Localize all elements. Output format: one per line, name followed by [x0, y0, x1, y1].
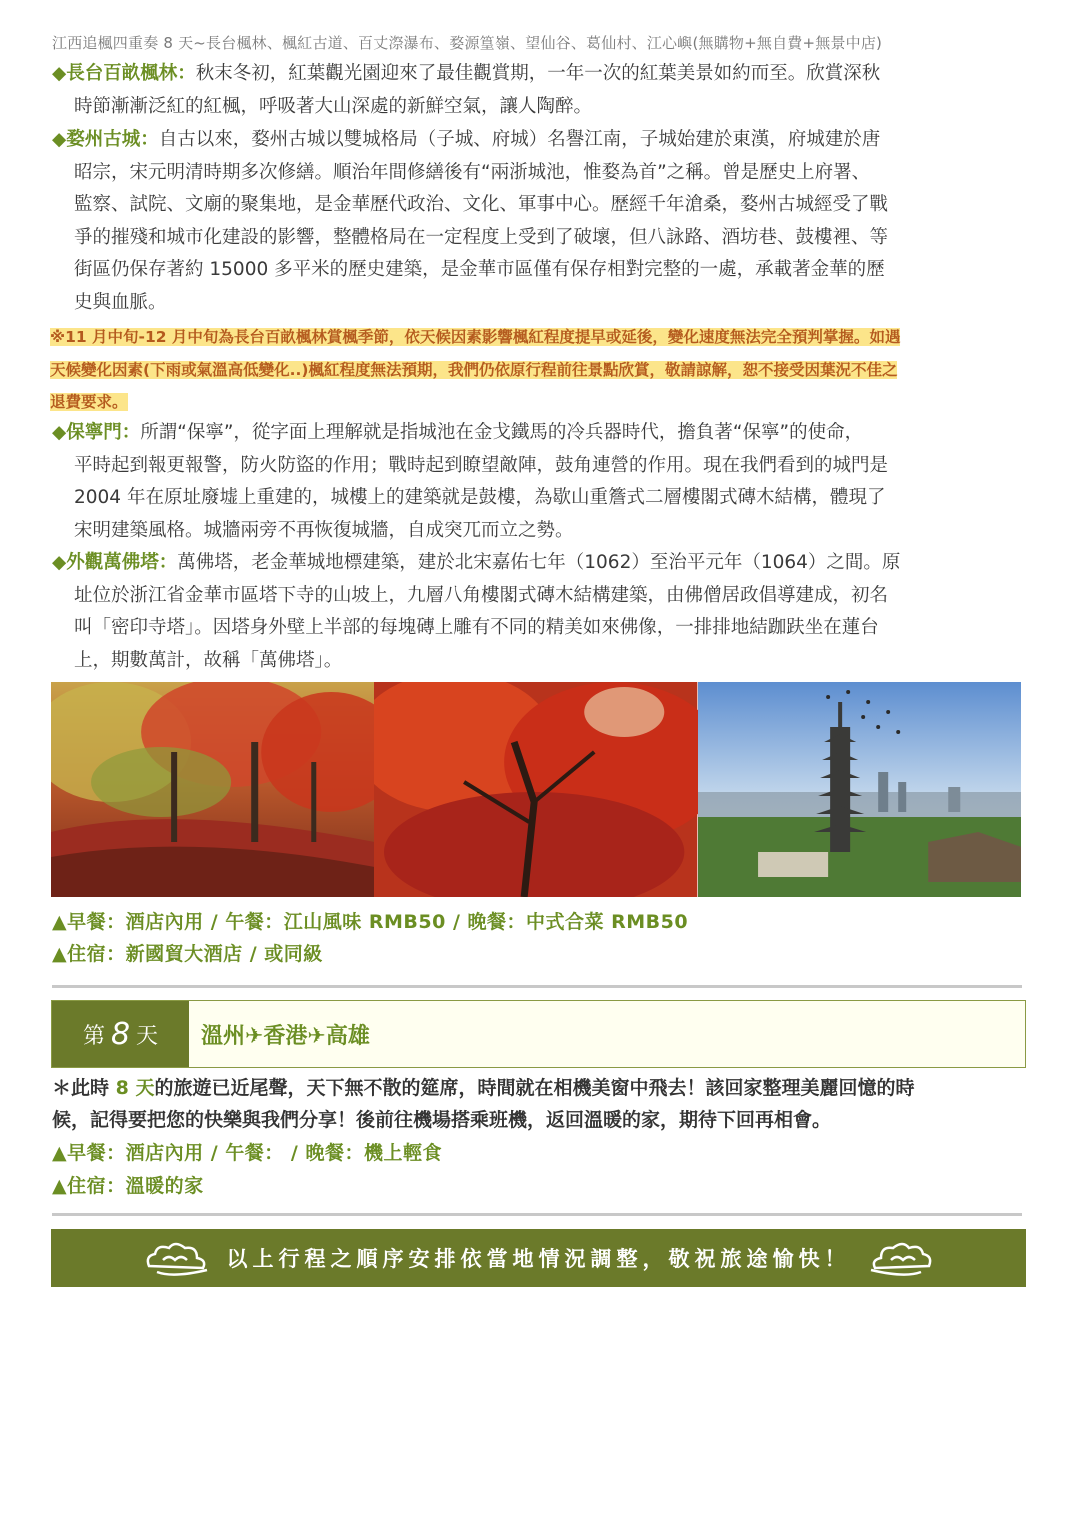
day8-text: 候，記得要把您的快樂與我們分享！後前往機場搭乘班機，返回溫暖的家，期待下回再相會。	[52, 1109, 832, 1131]
notice-line: ※11 月中旬-12 月中旬為長台百畝楓林賞楓季節，依天候因素影響楓紅程度提早或延後，變化速度無法完全預判掌握。如遇	[50, 328, 901, 346]
day8-route: 溫州✈香港✈高雄	[189, 1001, 1025, 1067]
photo-strip	[51, 682, 1021, 897]
day8-hotel: ▲住宿：溫暖的家	[52, 1175, 204, 1197]
footer-banner	[51, 1229, 1026, 1287]
section-text: 萬佛塔，老金華城地標建築，建於北宋嘉佑七年（1062）至治平元年（1064）之間。原	[177, 552, 901, 573]
divider	[52, 1213, 1022, 1216]
day7-meals: ▲早餐：酒店內用 / 午餐：江山風味 RMB50 / 晚餐：中式合菜 RMB50	[52, 911, 689, 933]
section-line: 宋明建築風格。城牆兩旁不再恢復城牆，自成突兀而立之勢。	[74, 519, 574, 541]
document-header: 江西追楓四重奏 8 天~長台楓林、楓紅古道、百丈漈瀑布、婺源篁嶺、望仙谷、葛仙村、江心嶼(無購物+無自費+無景中店)	[52, 34, 883, 52]
section-label: 長台百畝楓林：	[66, 63, 196, 84]
section-label: 保寧門：	[66, 422, 141, 443]
cloud-ornament-icon	[143, 1238, 213, 1278]
notice-line: 天候變化因素(下雨或氣溫高低變化..)楓紅程度無法預期，我們仍依原行程前往景點欣賞，敬請諒解，恕不接受因葉況不佳之	[50, 360, 898, 379]
bullet-icon: ◆	[52, 422, 67, 443]
wanfo-pagoda-photo	[698, 682, 1021, 897]
section-line: 上，期數萬計，故稱「萬佛塔」。	[74, 649, 343, 671]
day8-text: 的旅遊已近尾聲，天下無不散的筵席，時間就在相機美窗中飛去！該回家整理美麗回憶的時	[154, 1077, 915, 1099]
section-line: 監察、試院、文廟的聚集地，是金華歷代政治、文化、軍事中心。歷經千年滄桑，婺州古城經受了戰	[74, 194, 889, 215]
section-text: 所謂“保寧”，從字面上理解就是指城池在金戈鐵馬的冷兵器時代，擔負著“保寧”的使命，	[140, 422, 864, 443]
day7-hotel: ▲住宿：新國貿大酒店 / 或同級	[52, 943, 323, 965]
day-suffix: 天	[136, 1023, 159, 1049]
day8-description	[52, 1072, 1027, 1136]
day8-meals: ▲早餐：酒店內用 / 午餐： / 晚餐：機上輕食	[52, 1142, 442, 1164]
day8-days: 8 天	[115, 1077, 155, 1099]
section-wuzhou-ancient-city	[52, 124, 1027, 319]
section-line: 時節漸漸泛紅的紅楓，呼吸著大山深處的新鮮空氣，讓人陶醉。	[74, 95, 593, 117]
section-line: 史與血脈。	[74, 291, 167, 313]
section-baoning-gate	[52, 417, 1027, 547]
section-line: 平時起到報更報警，防火防盜的作用；戰時起到瞭望敵陣，鼓角連營的作用。現在我們看到的城門是	[74, 454, 889, 476]
maple-path-photo	[51, 682, 374, 897]
section-line: 叫「密印寺塔」。因塔身外壁上半部的每塊磚上雕有不同的精美如來佛像，一排排地結跏趺坐在蓮台	[74, 617, 879, 638]
bullet-icon: ◆	[52, 552, 67, 573]
section-maple-forest	[52, 58, 1027, 123]
red-maple-photo	[374, 682, 697, 897]
section-line: 爭的摧殘和城市化建設的影響，整體格局在一定程度上受到了破壞，但八詠路、酒坊巷、鼓樓裡、等	[74, 226, 889, 248]
day8-bar	[51, 1000, 1026, 1068]
footer-text: 以上行程之順序安排依當地情況調整，敬祝旅途愉快！	[226, 1247, 851, 1271]
section-wanfo-pagoda	[52, 547, 1027, 677]
day8-text: ＊此時	[52, 1077, 116, 1099]
divider	[52, 985, 1022, 988]
section-line: 址位於浙江省金華市區塔下寺的山坡上，九層八角樓閣式磚木結構建築，由佛僧居政倡導建成，初名	[74, 584, 889, 606]
seasonal-notice	[50, 321, 1028, 419]
section-text: 秋末冬初，紅葉觀光園迎來了最佳觀賞期，一年一次的紅葉美景如約而至。欣賞深秋	[195, 63, 881, 84]
notice-line: 退費要求。	[50, 393, 128, 411]
day-prefix: 第	[82, 1023, 105, 1049]
bullet-icon: ◆	[52, 129, 67, 150]
section-label: 婺州古城：	[66, 129, 159, 150]
section-label: 外觀萬佛塔：	[66, 552, 178, 573]
day-number: 8	[110, 1016, 131, 1052]
cloud-ornament-icon	[865, 1238, 935, 1278]
bullet-icon: ◆	[52, 63, 67, 84]
section-line: 2004 年在原址廢墟上重建的，城樓上的建築就是鼓樓，為歇山重簷式二層樓閣式磚木結構，體現了	[74, 487, 886, 508]
section-line: 昭宗，宋元明清時期多次修繕。順治年間修繕後有“兩浙城池，惟婺為首”之稱。曾是歷史上府署、	[74, 161, 871, 183]
section-line: 街區仍保存著約 15000 多平米的歷史建築，是金華市區僅有保存相對完整的一處，承載著金華的歷	[74, 259, 885, 280]
day-label	[52, 1001, 189, 1067]
section-text: 自古以來，婺州古城以雙城格局（子城、府城）名譽江南，子城始建於東漢，府城建於唐	[158, 129, 881, 150]
